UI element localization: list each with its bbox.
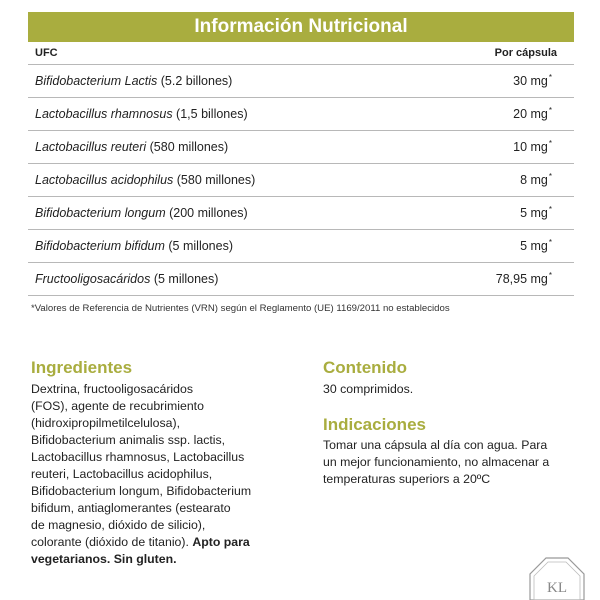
amount-per-capsule: 78,95 mg* <box>495 271 552 287</box>
table-row <box>28 131 574 164</box>
amount-per-capsule: 10 mg* <box>513 139 552 155</box>
kl-seal-icon <box>524 554 590 600</box>
ingredients-heading: Ingredientes <box>31 358 133 377</box>
amount-per-capsule: 5 mg* <box>520 205 552 221</box>
table-row <box>28 164 574 197</box>
contents-heading: Contenido <box>323 358 408 377</box>
ingredient-name: Fructooligosacáridos (5 millones) <box>35 272 219 286</box>
ingredients-line-11: vegetarianos. Sin gluten. <box>31 552 177 566</box>
amount-per-capsule: 30 mg* <box>513 73 552 89</box>
ingredients-line: Dextrina, fructooligosacáridos <box>31 382 193 396</box>
table-body <box>28 65 574 296</box>
seal-letters: KL <box>547 580 567 596</box>
col-ufc: UFC <box>35 47 58 59</box>
ingredient-name: Lactobacillus rhamnosus (1,5 billones) <box>35 107 248 121</box>
table-row <box>28 98 574 131</box>
footnote: *Valores de Referencia de Nutrientes (VRN) según el Reglamento (UE) 1169/2011 no establecidos <box>31 303 450 314</box>
nutrition-title: Información Nutricional <box>194 16 408 37</box>
amount-per-capsule: 5 mg* <box>520 238 552 254</box>
ingredient-name: Lactobacillus acidophilus (580 millones) <box>35 173 256 187</box>
ingredients-line: (hidroxipropilmetilcelulosa), <box>31 416 180 430</box>
ingredients-line: Lactobacillus rhamnosus, Lactobacillus <box>31 450 245 464</box>
ingredients-line: Bifidobacterium animalis ssp. lactis, <box>31 433 226 447</box>
ingredients-text <box>31 381 301 568</box>
ingredients-line: (FOS), agente de recubrimiento <box>31 399 204 413</box>
table-header <box>28 42 574 65</box>
table-row <box>28 197 574 230</box>
contents-text: 30 comprimidos. <box>323 382 414 396</box>
ingredients-line: de magnesio, dióxido de silicio), <box>31 518 206 532</box>
nutrition-header <box>28 12 574 42</box>
table-row <box>28 230 574 263</box>
ingredient-name: Bifidobacterium Lactis (5.2 billones) <box>35 74 233 88</box>
ingredients-line-10: colorante (dióxido de titanio). Apto para <box>31 535 250 549</box>
indications-text <box>323 437 593 488</box>
indications-line: temperaturas superiors a 20ºC <box>323 472 491 486</box>
ingredient-name: Lactobacillus reuteri (580 millones) <box>35 140 229 154</box>
ingredient-name: Bifidobacterium longum (200 millones) <box>35 206 248 220</box>
indications-line: Tomar una cápsula al día con agua. Para <box>323 438 548 452</box>
ingredient-name: Bifidobacterium bifidum (5 millones) <box>35 239 233 253</box>
nutrition-table <box>28 42 574 296</box>
indications-line: un mejor funcionamiento, no almacenar a <box>323 455 550 469</box>
indications-heading: Indicaciones <box>323 415 426 434</box>
table-row <box>28 65 574 98</box>
amount-per-capsule: 20 mg* <box>513 106 552 122</box>
ingredients-line: bifidum, antiaglomerantes (estearato <box>31 501 231 515</box>
amount-per-capsule: 8 mg* <box>520 172 552 188</box>
col-per-capsule: Por cápsula <box>494 47 557 59</box>
ingredients-line: Bifidobacterium longum, Bifidobacterium <box>31 484 252 498</box>
table-row <box>28 263 574 296</box>
ingredients-line: reuteri, Lactobacillus acidophilus, <box>31 467 213 481</box>
